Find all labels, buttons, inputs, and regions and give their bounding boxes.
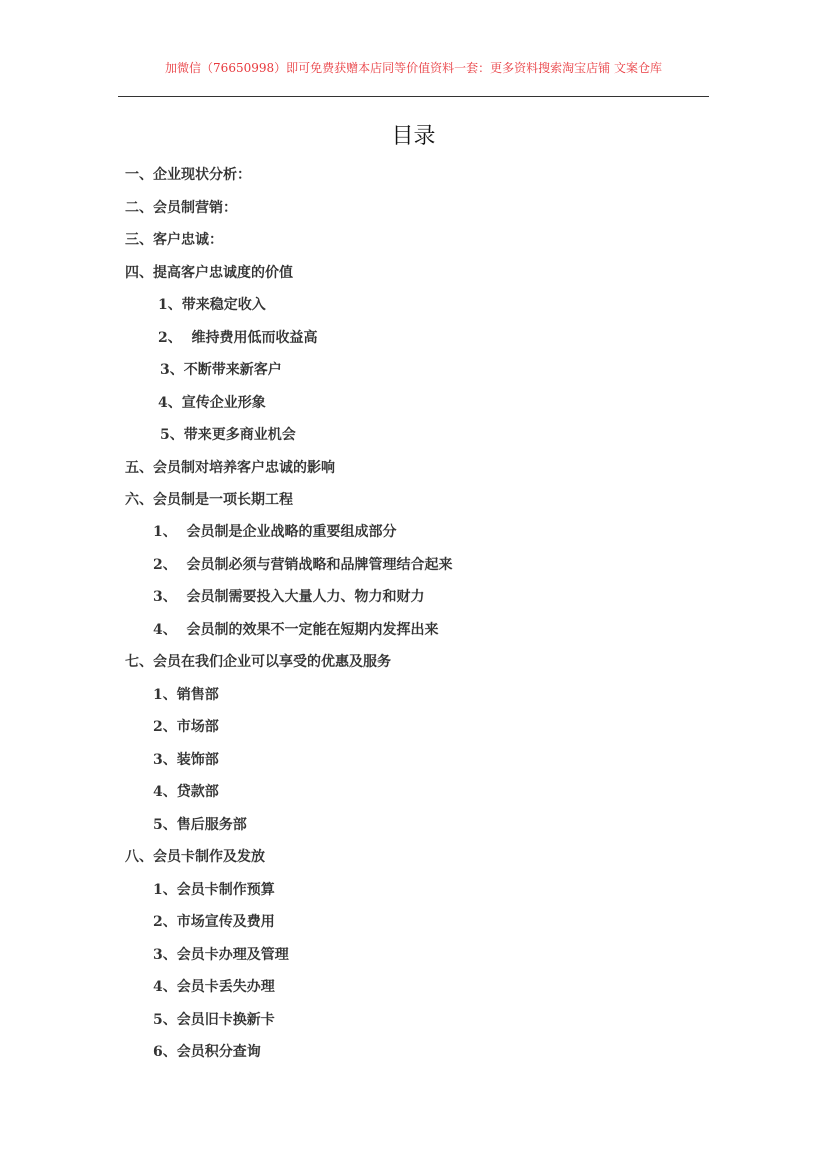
toc-subsection: 3、装饰部 — [153, 752, 219, 768]
toc-subsection: 1、 会员制是企业战略的重要组成部分 — [153, 524, 397, 540]
toc-subsection: 4、贷款部 — [153, 784, 219, 800]
toc-section: 三、客户忠诚： — [125, 232, 223, 248]
toc-subsection: 5、会员旧卡换新卡 — [153, 1012, 275, 1028]
toc-subsection: 2、 会员制必须与营销战略和品牌管理结合起来 — [153, 557, 453, 573]
toc-subsection: 1、会员卡制作预算 — [153, 882, 275, 898]
toc-subsection: 5、售后服务部 — [153, 817, 247, 833]
toc-subsection: 6、会员积分查询 — [153, 1044, 261, 1060]
toc-subsection: 1、带来稳定收入 — [158, 297, 266, 313]
toc-section: 六、会员制是一项长期工程 — [125, 492, 293, 508]
toc-subsection: 3、会员卡办理及管理 — [153, 947, 289, 963]
toc-section: 七、会员在我们企业可以享受的优惠及服务 — [125, 654, 391, 670]
toc-subsection: 2、 维持费用低而收益高 — [158, 330, 318, 346]
toc-subsection: 4、 会员制的效果不一定能在短期内发挥出来 — [153, 622, 439, 638]
toc-section: 五、会员制对培养客户忠诚的影响 — [125, 460, 335, 476]
toc-section: 四、提高客户忠诚度的价值 — [125, 265, 293, 281]
toc-subsection: 4、会员卡丢失办理 — [153, 979, 275, 995]
toc-subsection: 5、带来更多商业机会 — [160, 427, 296, 443]
toc-subsection: 4、宣传企业形象 — [158, 395, 266, 411]
toc-subsection: 3、 会员制需要投入大量人力、物力和财力 — [153, 589, 425, 605]
toc-section: 一、企业现状分析： — [125, 167, 251, 183]
toc-subsection: 2、市场宣传及费用 — [153, 914, 275, 930]
toc-subsection: 2、市场部 — [153, 719, 219, 735]
toc-section: 二、会员制营销： — [125, 200, 237, 216]
toc-subsection: 3、不断带来新客户 — [160, 362, 282, 378]
promo-header: 加微信（76650998）即可免费获赠本店同等价值资料一套：更多资料搜索淘宝店铺 文案仓库 — [165, 61, 662, 75]
toc-section: 八、会员卡制作及发放 — [125, 849, 265, 865]
page-title: 目录 — [391, 124, 436, 149]
toc-subsection: 1、销售部 — [153, 687, 219, 703]
